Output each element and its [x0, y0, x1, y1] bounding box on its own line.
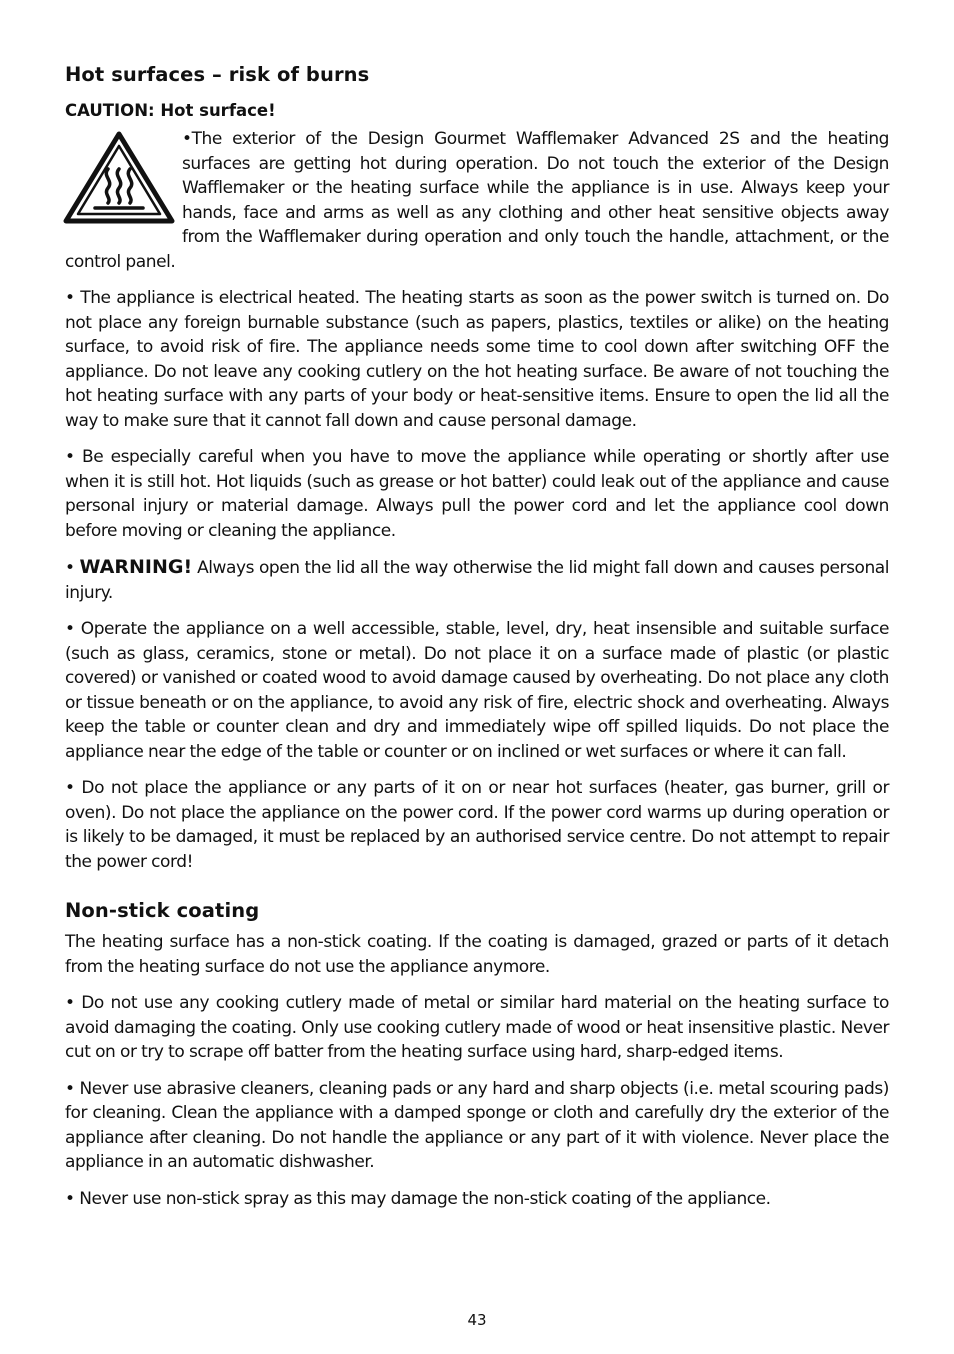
paragraph-electrical-heated: • The appliance is electrical heated. The heating starts as soon as the power switch is turned on. Do not place any foreign burnable substance (such as papers, plastics, textiles or alike) on the heating surface, to avoid risk of fire. The appliance needs some time to cool down after switching OFF the appliance. Do not leave any cooking cutlery on the hot heating surface. Be aware of not touching the hot heating surface with any parts of your body or heat-sensitive items. Ensure to open the lid all the way to make sure that it cannot fall down and cause personal damage. — [65, 288, 889, 431]
paragraph-cutlery: • Do not use any cooking cutlery made of metal or similar hard material on the heating surface to avoid damaging the coating. Only use cooking cutlery made of wood or heat insensitive plastic. Never cut on or try to scrape off batter from the heating surface using hard, sharp-edged items. — [65, 993, 889, 1062]
page-number: 43 — [467, 1311, 487, 1329]
hot-surface-block — [65, 127, 889, 286]
paragraph-exterior-hot: •The exterior of the Design Gourmet Wafflemaker Advanced 2S and the heating surfaces are getting hot during operation. Do not touch the exterior of the Design Wafflemaker or the heating surface while the appliance is in use. Always keep your hands, face and arms as well as any clothing and other heat sensitive objects away from the Wafflemaker during operation and only touch the handle, attachment, or the control panel. — [65, 129, 889, 272]
hot-surface-warning-icon — [62, 129, 176, 227]
paragraph-power-cord: • Do not place the appliance or any parts of it on or near hot surfaces (heater, gas burner, grill or oven). Do not place the appliance on the power cord. If the power cord warms up during operation or is likely to be damaged, it must be replaced by an authorised service centre. Do not attempt to repair the power cord! — [65, 778, 889, 872]
heading-hot-surfaces: Hot surfaces – risk of burns — [65, 63, 370, 86]
heading-non-stick: Non-stick coating — [65, 899, 260, 922]
page-content — [65, 58, 889, 1223]
caution-label: CAUTION: Hot surface! — [65, 101, 276, 120]
paragraph-coating-intro: The heating surface has a non-stick coating. If the coating is damaged, grazed or parts of it detach from the heating surface do not use the appliance anymore. — [65, 932, 889, 977]
paragraph-operate-surface: • Operate the appliance on a well accessible, stable, level, dry, heat insensible and suitable surface (such as glass, ceramics, stone or metal). Do not place it on a surface made of plastic (or plastic covered) or vanished or coated wood to avoid damage caused by overheating. Do not place any cloth or tissue beneath or on the appliance, to avoid any risk of fire, electric shock and overheating. Always keep the table or counter clean and dry and immediately wipe off spilled liquids. Do not place the appliance near the edge of the table or counter or on inclined or wet surfaces or where it can fall. — [65, 619, 889, 762]
paragraph-move-carefully: • Be especially careful when you have to move the appliance while operating or shortly after use when it is still hot. Hot liquids (such as grease or hot batter) could leak out of the appliance and cause personal injury or material damage. Always pull the power cord and let the appliance cool down before moving or cleaning the appliance. — [65, 447, 889, 541]
paragraph-warning-lid — [65, 555, 889, 605]
paragraph-cleaning: • Never use abrasive cleaners, cleaning pads or any hard and sharp objects (i.e. metal scouring pads) for cleaning. Clean the appliance with a damped sponge or cloth and carefully dry the exterior of the appliance after cleaning. Do not handle the appliance or any part of it with violence. Never place the appliance in an automatic dishwasher. — [65, 1078, 889, 1172]
warning-bullet: • — [65, 558, 75, 578]
warning-text: Always open the lid all the way otherwise the lid might fall down and causes personal injury. — [65, 558, 890, 603]
warning-label: WARNING! — [79, 556, 193, 578]
paragraph-spray: • Never use non-stick spray as this may damage the non-stick coating of the appliance. — [65, 1188, 771, 1209]
